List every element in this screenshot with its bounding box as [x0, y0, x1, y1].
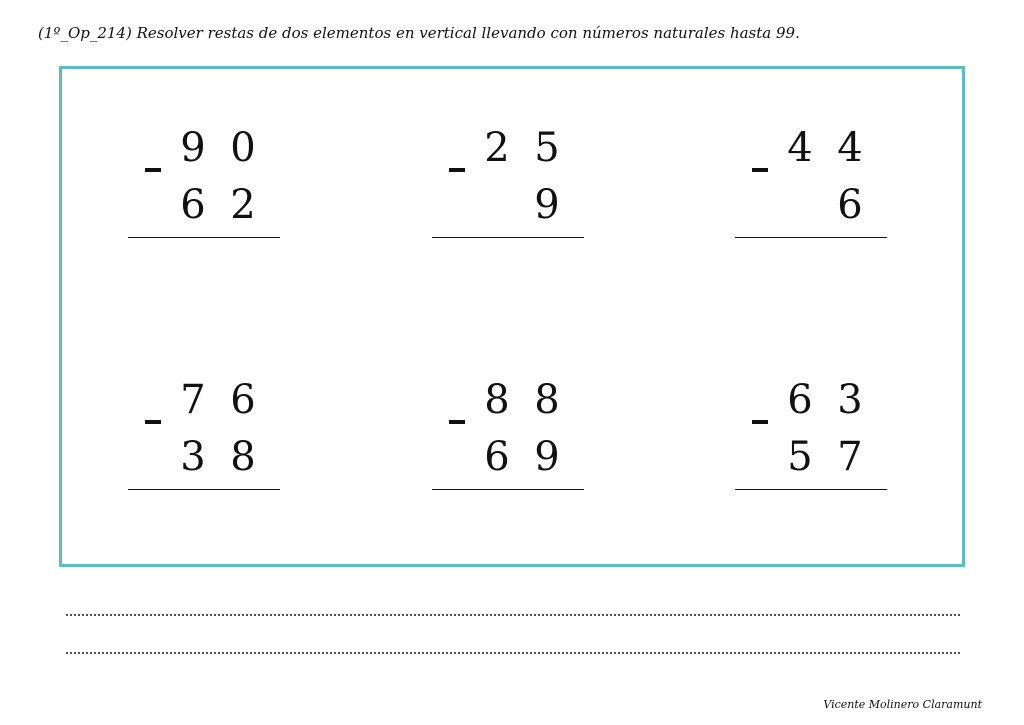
subtraction-problem-6 [735, 376, 895, 506]
answer-dotted-line-1 [66, 614, 960, 616]
subtrahend-units-digit: 6 [837, 182, 863, 228]
minuend-units-digit: 8 [534, 377, 560, 423]
minuend [775, 124, 875, 172]
subtrahend-units-digit: 8 [230, 434, 256, 480]
minuend-units-digit: 3 [837, 377, 863, 423]
subtrahend [775, 433, 875, 481]
minuend [472, 376, 572, 424]
subtrahend-units-digit: 7 [837, 434, 863, 480]
minuend-units-digit: 0 [230, 125, 256, 171]
subtraction-problem-3 [735, 124, 895, 254]
subtrahend-units-digit: 2 [230, 182, 256, 228]
minuend-tens-digit: 9 [180, 125, 206, 171]
subtrahend-units-digit: 9 [534, 182, 560, 228]
result-line [735, 489, 887, 490]
minuend-tens-digit: 8 [484, 377, 510, 423]
subtrahend-tens-digit: 3 [180, 434, 206, 480]
subtrahend [168, 433, 268, 481]
minuend-units-digit: 6 [230, 377, 256, 423]
minuend [168, 124, 268, 172]
subtrahend-tens-digit: 6 [484, 434, 510, 480]
author-credit: Vicente Molinero Claramunt [823, 698, 982, 711]
subtraction-problem-4 [128, 376, 288, 506]
subtraction-problem-2 [432, 124, 592, 254]
subtrahend-tens-digit [775, 181, 825, 229]
subtrahend-units-digit: 9 [534, 434, 560, 480]
subtrahend-tens-digit: 5 [787, 434, 813, 480]
minuend-tens-digit: 2 [484, 125, 510, 171]
result-line [128, 489, 280, 490]
subtrahend-tens-digit: 6 [180, 182, 206, 228]
exercise-box [59, 66, 965, 567]
subtrahend [472, 181, 572, 229]
minus-sign [145, 168, 161, 172]
subtrahend [168, 181, 268, 229]
worksheet-title: (1º_Op_214) Resolver restas de dos elementos en vertical llevando con números naturales hasta 99. [38, 24, 800, 42]
minus-sign [752, 420, 768, 424]
result-line [432, 489, 584, 490]
minus-sign [449, 168, 465, 172]
minuend [775, 376, 875, 424]
minuend-tens-digit: 7 [180, 377, 206, 423]
minus-sign [752, 168, 768, 172]
result-line [432, 237, 584, 238]
minuend-tens-digit: 6 [787, 377, 813, 423]
minuend [168, 376, 268, 424]
minus-sign [145, 420, 161, 424]
subtraction-problem-1 [128, 124, 288, 254]
subtrahend [472, 433, 572, 481]
minus-sign [449, 420, 465, 424]
subtraction-problem-5 [432, 376, 592, 506]
minuend [472, 124, 572, 172]
subtrahend [775, 181, 875, 229]
minuend-tens-digit: 4 [787, 125, 813, 171]
minuend-units-digit: 5 [534, 125, 560, 171]
subtrahend-tens-digit [472, 181, 522, 229]
answer-dotted-line-2 [66, 652, 960, 654]
minuend-units-digit: 4 [837, 125, 863, 171]
result-line [735, 237, 887, 238]
result-line [128, 237, 280, 238]
